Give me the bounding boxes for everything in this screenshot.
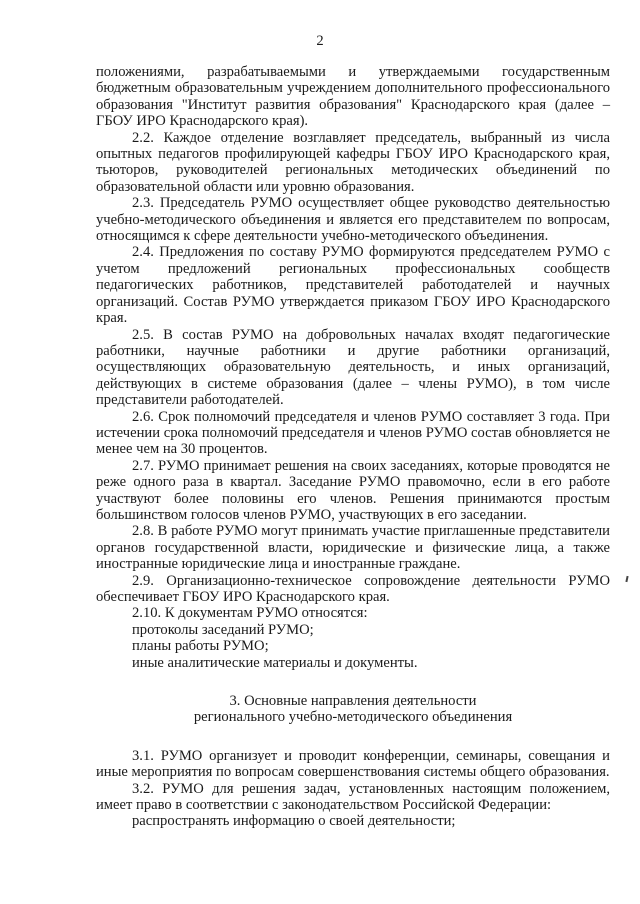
section-3-heading-line-2: регионального учебно-методического объединения (193, 709, 513, 726)
rights-list-item: распространять информацию о своей деятельности; (132, 813, 456, 830)
paragraph-2-10: 2.10. К документам РУМО относятся: (132, 605, 368, 622)
paragraph-2-8: 2.8. В работе РУМО могут принимать участие приглашенные представители органов государственной власти, юридические и физические лица, а также иностранные юридические лица и иностранные граждане. (96, 523, 610, 573)
document-list-item: планы работы РУМО; (132, 638, 269, 655)
paragraph-2-4: 2.4. Предложения по составу РУМО формируются председателем РУМО с учетом предложений региональных профессиональных сообществ педагогических работников, представителей работодателей и научных организаций. Состав РУМО утверждается приказом ГБОУ ИРО Краснодарского края. (96, 244, 610, 327)
paragraph-2-2: 2.2. Каждое отделение возглавляет председатель, выбранный из числа опытных педагогов профилирующей кафедры ГБОУ ИРО Краснодарского края, тьюторов, руководителей региональных методических объединений по образовательной области или уровню образования. (96, 129, 610, 195)
paragraph-2-9: 2.9. Организационно-техническое сопровождение деятельности РУМО обеспечивает ГБОУ ИРО Краснодарского края. (96, 572, 610, 605)
paragraph-3-2: 3.2. РУМО для решения задач, установленных настоящим положением, имеет право в соответствии с законодательством Российской Федерации: (96, 780, 610, 814)
section-3-heading-line-1: 3. Основные направления деятельности (229, 693, 477, 710)
document-body (96, 64, 610, 830)
paragraph-2-3: 2.3. Председатель РУМО осуществляет общее руководство деятельностью учебно-методического объединения и является его представителем по вопросам, относящимся к сфере деятельности учебно-методического объединения. (96, 195, 610, 245)
section-3-heading (96, 693, 610, 726)
paragraph-2-5: 2.5. В состав РУМО на добровольных началах входят педагогические работники, научные работники и другие работники организаций, осуществляющих образовательную деятельность, и иных организаций, действующих в системе образования (далее – члены РУМО), в том числе представители работодателей. (96, 326, 610, 409)
page-number: 2 (316, 33, 324, 49)
document-list-item: протоколы заседаний РУМО; (132, 621, 314, 638)
scan-speck (625, 576, 628, 582)
paragraph-2-6: 2.6. Срок полномочий председателя и членов РУМО составляет 3 года. При истечении срока полномочий председателя и членов РУМО состав обновляется не менее чем на 30 процентов. (96, 408, 610, 458)
paragraph-intro: положениями, разрабатываемыми и утверждаемыми государственным бюджетным образовательным учреждением дополнительного профессионального образования "Институт развития образования" Краснодарского края (далее – ГБОУ ИРО Краснодарского края). (96, 64, 610, 130)
paragraph-2-7: 2.7. РУМО принимает решения на своих заседаниях, которые проводятся не реже одного раза в квартал. Заседание РУМО правомочно, если в его работе участвуют более половины его членов. Решения принимаются простым большинством голосов членов РУМО, участвующих в его заседании. (96, 457, 610, 523)
document-list-item: иные аналитические материалы и документы. (132, 654, 418, 671)
paragraph-3-1: 3.1. РУМО организует и проводит конференции, семинары, совещания и иные мероприятия по вопросам совершенствования системы общего образования. (96, 747, 610, 781)
